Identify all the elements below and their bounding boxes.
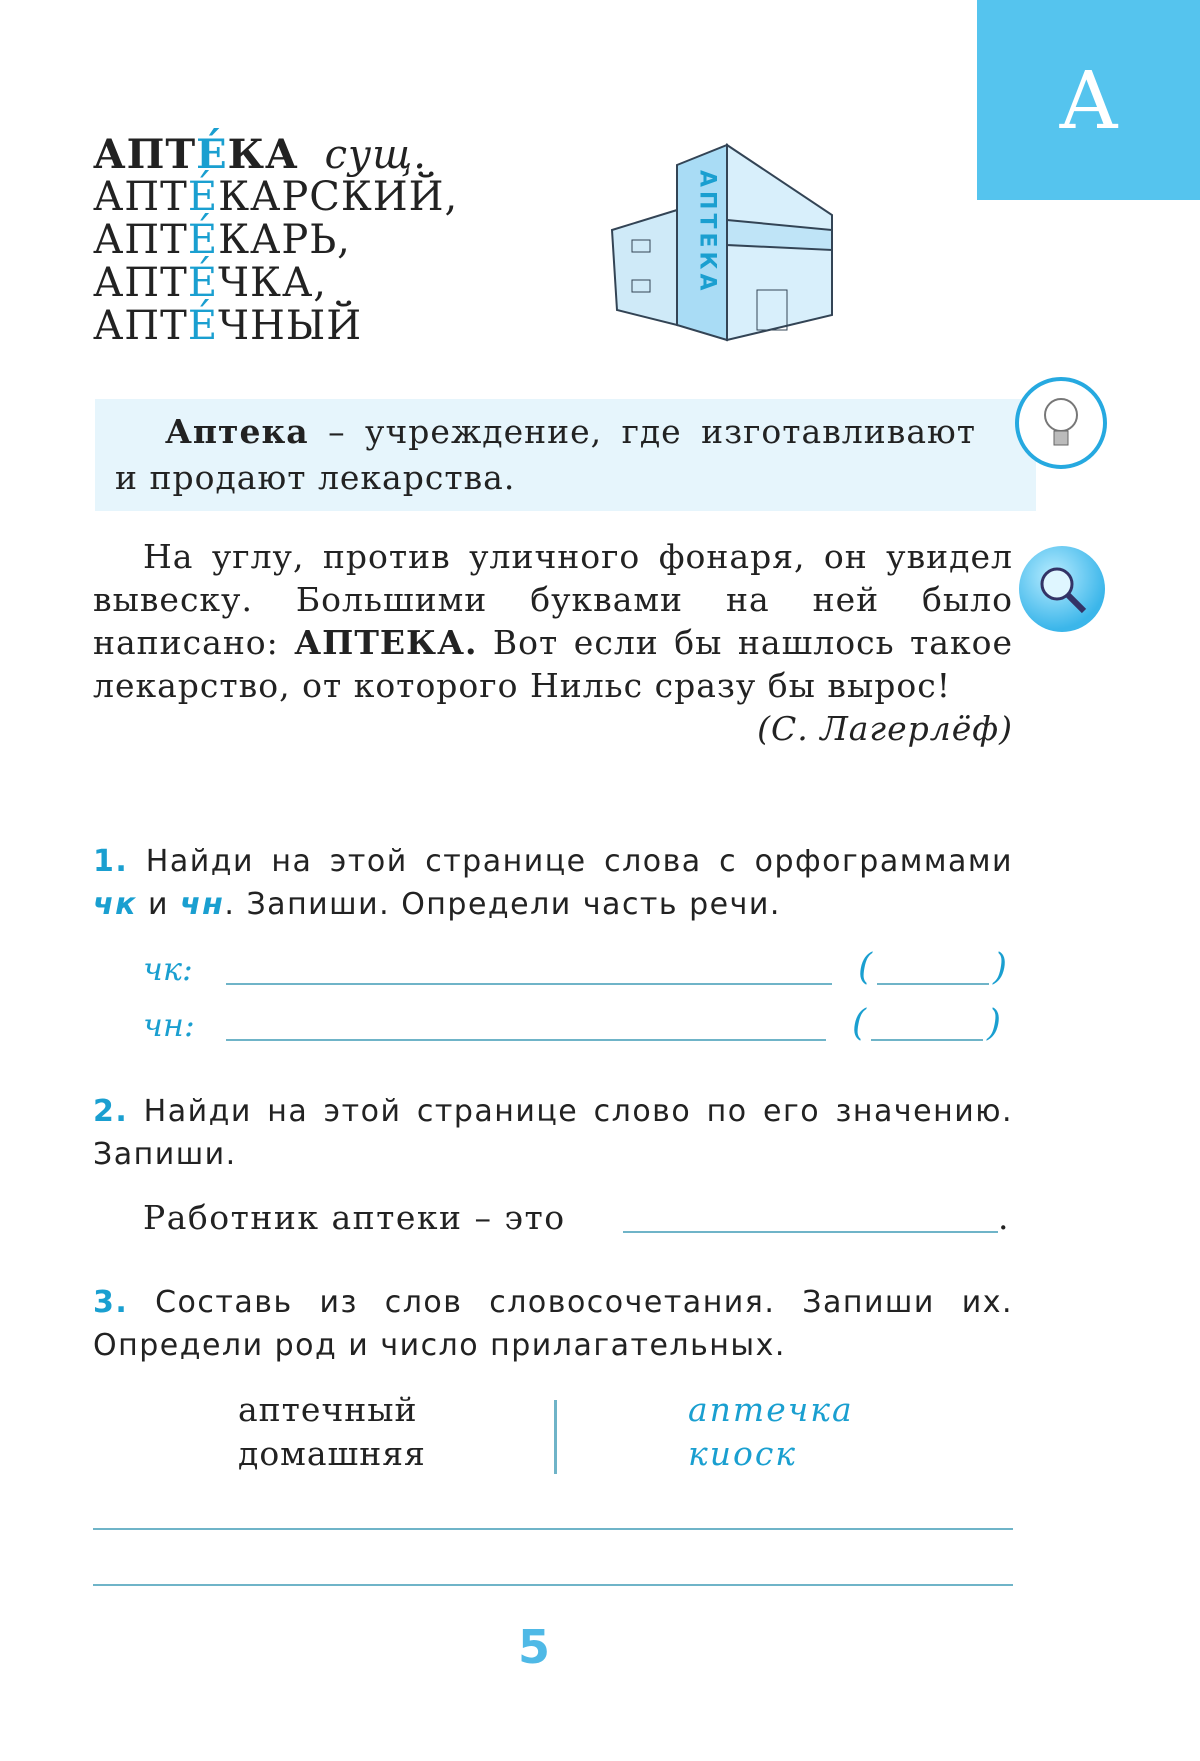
part-of-speech-line[interactable] — [877, 983, 989, 985]
part-of-speech-open: ( — [852, 1003, 867, 1044]
answer-line[interactable] — [226, 1039, 826, 1041]
column-divider — [554, 1400, 557, 1474]
task-2: 2. Найди на этой странице слово по его значению. Запиши. — [93, 1094, 1013, 1172]
literary-quote: На углу, против уличного фонаря, он увидел вывеску. Большими буквами на ней было написано: АПТЕКА. Вот если бы нашлось такое лекарство, от которого Нильс сразу бы вырос! (С. Лагерлёф) — [93, 537, 1013, 748]
task-1: 1. Найди на этой странице слова с орфограммами чк и чн. Запиши. Определи часть речи. — [93, 844, 1013, 922]
noun: аптечка — [688, 1390, 854, 1429]
adjective-list — [238, 1388, 426, 1476]
quote-author: (С. Лагерлёф) — [757, 709, 1013, 748]
answer-label-chk: чк: — [143, 950, 193, 988]
part-of-speech-close: ) — [993, 947, 1008, 988]
adjective: аптечный — [238, 1390, 418, 1429]
building-sign: АПТЕКА — [694, 170, 720, 295]
part-of-speech-line[interactable] — [871, 1039, 983, 1041]
page-number: 5 — [517, 1620, 550, 1674]
derived-word: АПТЕ́ЧКА, — [93, 260, 327, 306]
noun: киоск — [688, 1434, 798, 1473]
derived-word: АПТЕ́КАРЬ, — [93, 217, 351, 263]
answer-line[interactable] — [623, 1231, 998, 1233]
noun-list — [688, 1388, 854, 1476]
task-2-period: . — [998, 1198, 1009, 1237]
answer-line[interactable] — [226, 983, 832, 985]
derived-word: АПТЕ́КАРСКИЙ, — [93, 174, 459, 220]
task-3: 3. Составь из слов словосочетания. Запиши их. Определи род и число прилагательных. — [93, 1285, 1013, 1363]
part-of-speech-close: ) — [987, 1003, 1002, 1044]
derived-word: АПТЕ́ЧНЫЙ — [93, 303, 363, 349]
answer-line[interactable] — [93, 1528, 1013, 1530]
definition-box: Аптека – учреждение, где изготавливают и продают лекарства. — [95, 399, 1036, 511]
task-2-prompt: Работник аптеки – это — [143, 1198, 566, 1237]
letter-tab: А — [977, 0, 1200, 200]
magnifier-icon — [1019, 546, 1105, 632]
answer-label-chn: чн: — [143, 1006, 195, 1044]
answer-line[interactable] — [93, 1584, 1013, 1586]
pharmacy-building-illustration — [607, 140, 847, 345]
part-of-speech-open: ( — [858, 947, 873, 988]
adjective: домашняя — [238, 1434, 426, 1473]
lightbulb-icon — [1015, 377, 1107, 469]
headword: АПТЕ́КА сущ. — [93, 131, 427, 178]
